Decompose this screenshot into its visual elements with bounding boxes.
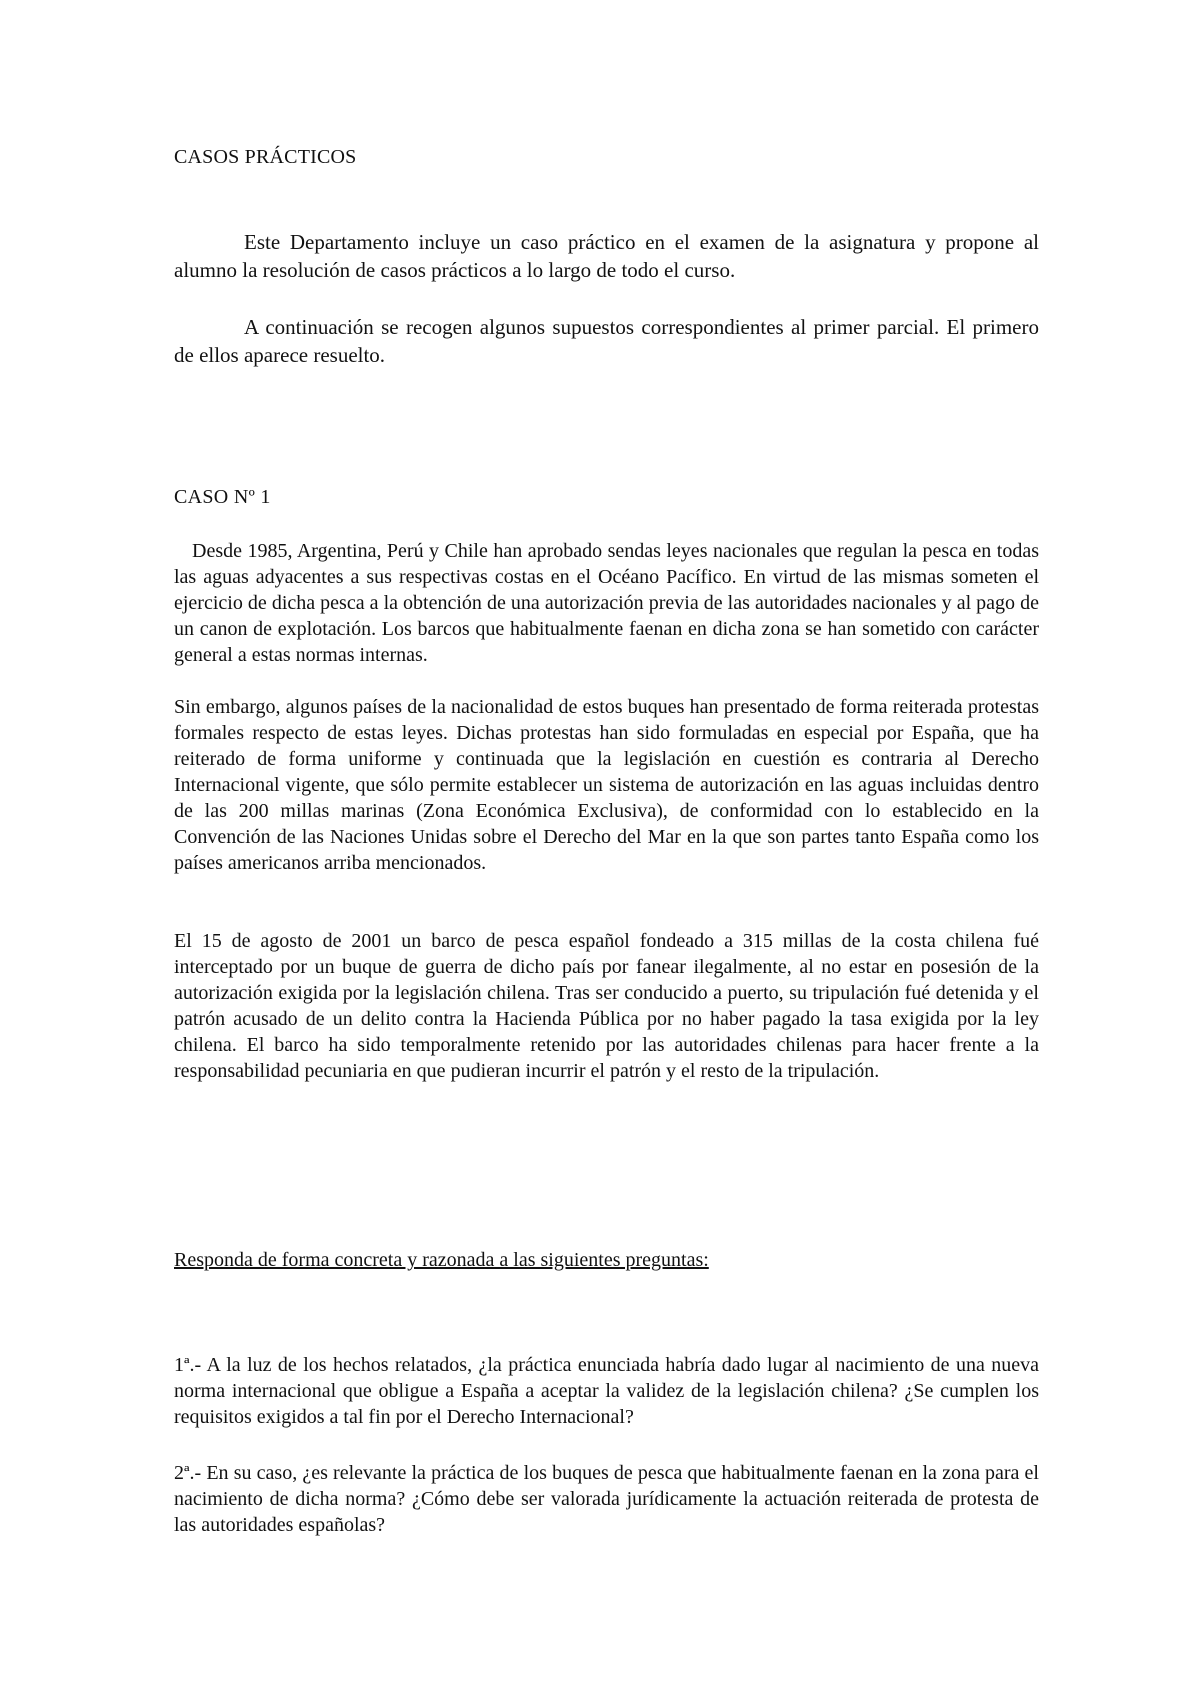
case-paragraph-3: El 15 de agosto de 2001 un barco de pesca español fondeado a 315 millas de la costa chilena fué interceptado por un buque de guerra de dicho país por fanear ilegalmente, al no estar en posesión de la autorización exigida por la legislación chilena. Tras ser conducido a puerto, su tripulación fué detenida y el patrón acusado de un delito contra la Hacienda Pública por no haber pagado la tasa exigida por la ley chilena. El barco ha sido temporalmente retenido por las autoridades chilenas para hacer frente a la responsabilidad pecuniaria en que pudieran incurrir el patrón y el resto de la tripulación. (174, 930, 1039, 1082)
case-paragraph-1: Desde 1985, Argentina, Perú y Chile han aprobado sendas leyes nacionales que regulan la pesca en todas las aguas adyacentes a sus respectivas costas en el Océano Pacífico. En virtud de las mismas someten el ejercicio de dicha pesca a la obtención de una autorización previa de las autoridades nacionales y al pago de un canon de explotación. Los barcos que habitualmente faenan en dicha zona se han sometido con carácter general a estas normas internas. (174, 540, 1039, 666)
questions-heading: Responda de forma concreta y razonada a las siguientes preguntas: (174, 1249, 709, 1271)
case-title: CASO Nº 1 (174, 486, 271, 508)
question-1: 1ª.- A la luz de los hechos relatados, ¿la práctica enunciada habría dado lugar al nacimiento de una nueva norma internacional que obligue a España a aceptar la validez de la legislación chilena? ¿Se cumplen los requisitos exigidos a tal fin por el Derecho Internacional? (174, 1354, 1039, 1428)
intro-paragraph-1: Este Departamento incluye un caso práctico en el examen de la asignatura y propone al alumno la resolución de casos prácticos a lo largo de todo el curso. (174, 230, 1039, 282)
intro-paragraph-2: A continuación se recogen algunos supuestos correspondientes al primer parcial. El primero de ellos aparece resuelto. (174, 315, 1039, 367)
document-title: CASOS PRÁCTICOS (174, 146, 357, 168)
case-paragraph-2: Sin embargo, algunos países de la nacionalidad de estos buques han presentado de forma reiterada protestas formales respecto de estas leyes. Dichas protestas han sido formuladas en especial por España, que ha reiterado de forma uniforme y continuada que la legislación en cuestión es contraria al Derecho Internacional vigente, que sólo permite establecer un sistema de autorización en las aguas incluidas dentro de las 200 millas marinas (Zona Económica Exclusiva), de conformidad con lo establecido en la Convención de las Naciones Unidas sobre el Derecho del Mar en la que son partes tanto España como los países americanos arriba mencionados. (174, 696, 1039, 874)
question-2: 2ª.- En su caso, ¿es relevante la práctica de los buques de pesca que habitualmente faenan en la zona para el nacimiento de dicha norma? ¿Cómo debe ser valorada jurídicamente la actuación reiterada de protesta de las autoridades españolas? (174, 1462, 1039, 1536)
